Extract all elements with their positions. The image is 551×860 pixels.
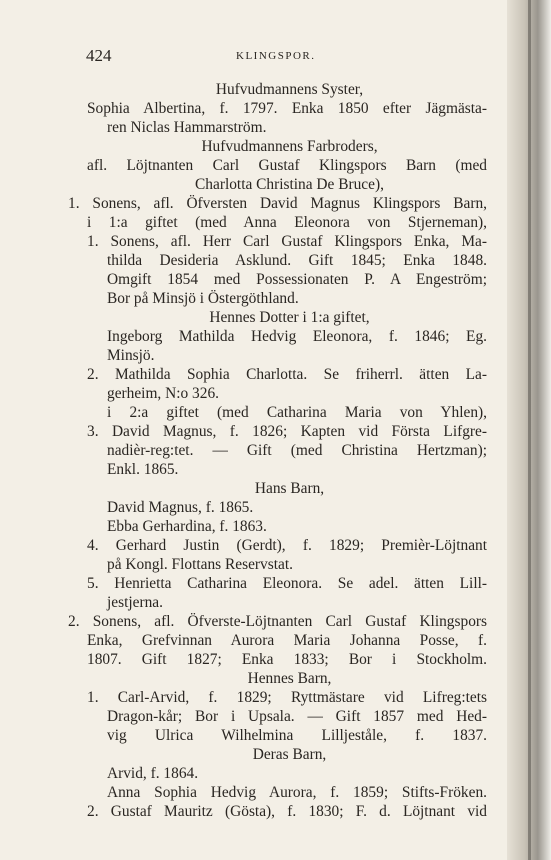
book-gutter-line	[528, 0, 531, 860]
text-line-11: Omgift 1854 med Possessionaten P. A Engeström;	[107, 271, 487, 288]
text-line-32: Hennes Barn,	[247, 670, 332, 687]
book-page	[62, 0, 487, 860]
text-line-5: afl. Löjtnanten Carl Gustaf Klingspors Barn (med	[87, 157, 487, 174]
text-line-6: Charlotta Christina De Bruce),	[195, 176, 384, 193]
text-line-30: Enka, Grefvinnan Aurora Maria Johanna Posse, f.	[87, 632, 487, 649]
text-line-21: Enkl. 1865.	[107, 461, 179, 478]
text-line-31: 1807. Gift 1827; Enka 1833; Bor i Stockholm.	[87, 651, 487, 668]
text-line-17: gerheim, N:o 326.	[107, 385, 219, 402]
text-line-2: Sophia Albertina, f. 1797. Enka 1850 efter Jägmästa-	[87, 100, 487, 117]
text-line-1: Hufvudmannens Syster,	[215, 81, 364, 98]
running-title: KLINGSPOR.	[236, 50, 316, 62]
text-line-34: Dragon-kår; Bor i Upsala. — Gift 1857 med Hed-	[107, 708, 487, 725]
text-line-23: David Magnus, f. 1865.	[107, 499, 254, 516]
text-line-12: Bor på Minsjö i Östergöthland.	[107, 290, 299, 307]
text-line-18: i 2:a giftet (med Catharina Maria von Yhlen),	[107, 404, 487, 421]
text-line-35: vig Ulrica Wilhelmina Lilljeståle, f. 1837.	[107, 727, 487, 744]
text-line-26: på Kongl. Flottans Reservstat.	[107, 556, 293, 573]
text-line-9: 1. Sonens, afl. Herr Carl Gustaf Klingspors Enka, Ma-	[87, 233, 487, 250]
text-line-7: 1. Sonens, afl. Öfversten David Magnus Klingspors Barn,	[68, 195, 487, 212]
text-line-27: 5. Henrietta Catharina Eleonora. Se adel. ätten Lill-	[87, 575, 487, 592]
text-line-19: 3. David Magnus, f. 1826; Kapten vid Första Lifgre-	[87, 423, 487, 440]
text-line-25: 4. Gerhard Justin (Gerdt), f. 1829; Premièr-Löjtnant	[87, 537, 487, 554]
text-line-37: Arvid, f. 1864.	[107, 765, 199, 782]
page-number: 424	[86, 46, 112, 65]
text-line-29: 2. Sonens, afl. Öfverste-Löjtnanten Carl Gustaf Klingspors	[68, 613, 487, 630]
text-line-3: ren Niclas Hammarström.	[107, 119, 267, 136]
text-line-33: 1. Carl-Arvid, f. 1829; Ryttmästare vid Lifreg:tets	[87, 689, 487, 706]
page-header	[86, 46, 487, 68]
text-line-14: Ingeborg Mathilda Hedvig Eleonora, f. 1846; Eg.	[107, 328, 487, 345]
text-line-16: 2. Mathilda Sophia Charlotta. Se friherrl. ätten La-	[87, 366, 487, 383]
text-line-20: nadièr-reg:tet. — Gift (med Christina Hertzman);	[107, 442, 487, 459]
text-line-36: Deras Barn,	[252, 746, 327, 763]
text-line-38: Anna Sophia Hedvig Aurora, f. 1859; Stifts-Fröken.	[107, 784, 487, 801]
text-line-8: i 1:a giftet (med Anna Eleonora von Stjerneman),	[87, 214, 487, 231]
text-line-13: Hennes Dotter i 1:a giftet,	[209, 309, 370, 326]
text-line-22: Hans Barn,	[254, 480, 325, 497]
text-line-28: jestjerna.	[107, 594, 163, 611]
text-line-39: 2. Gustaf Mauritz (Gösta), f. 1830; F. d. Löjtnant vid	[87, 803, 487, 820]
text-line-15: Minsjö.	[107, 347, 155, 364]
text-line-4: Hufvudmannens Farbroders,	[201, 138, 378, 155]
text-line-24: Ebba Gerhardina, f. 1863.	[107, 518, 267, 535]
text-line-10: thilda Desideria Asklund. Gift 1845; Enka 1848.	[107, 252, 487, 269]
